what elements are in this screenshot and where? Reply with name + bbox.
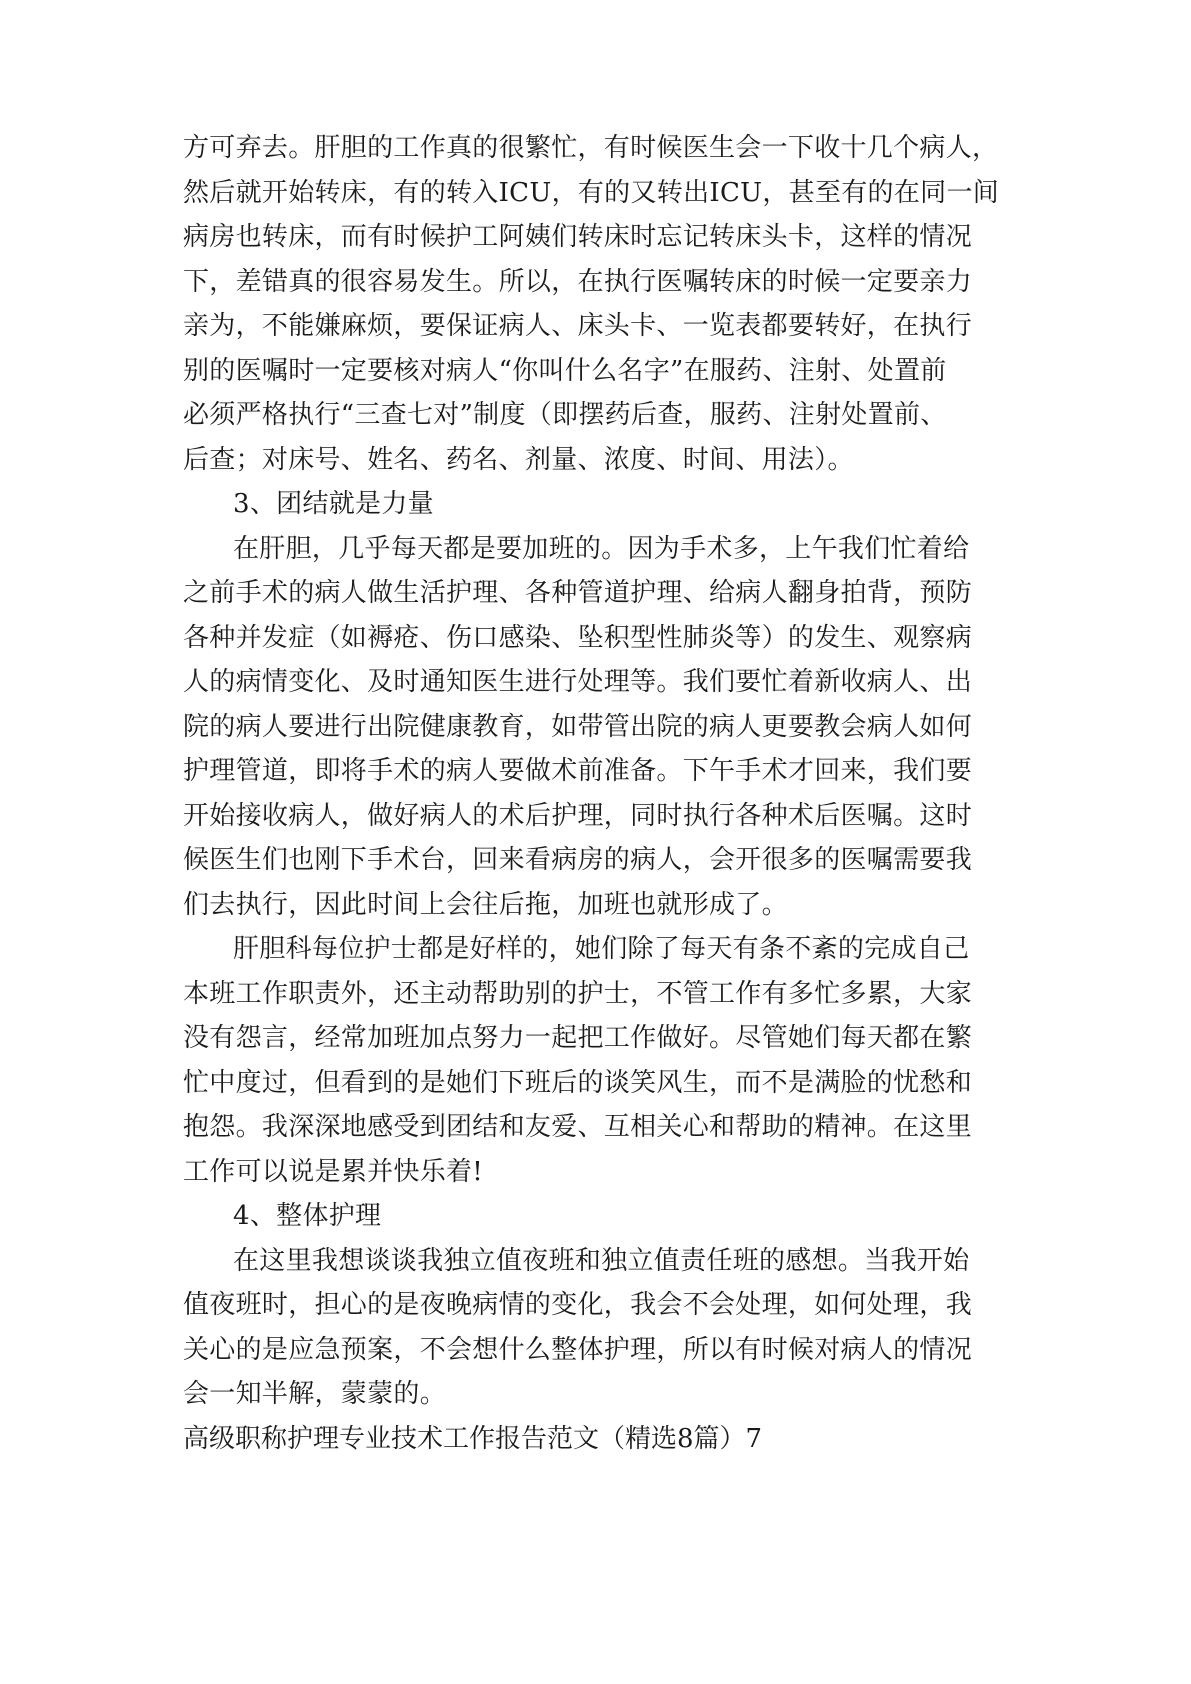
text-line: 候医生们也刚下手术台，回来看病房的病人，会开很多的医嘱需要我	[183, 845, 973, 875]
text-line: 病房也转床，而有时候护工阿姨们转床时忘记转床头卡，这样的情况	[183, 222, 973, 252]
text-line: 开始接收病人，做好病人的术后护理，同时执行各种术后医嘱。这时	[183, 800, 973, 831]
text-line: 护理管道，即将手术的病人要做术前准备。下午手术才回来，我们要	[183, 756, 973, 786]
text-line: 没有怨言，经常加班加点努力一起把工作做好。尽管她们每天都在繁	[183, 1023, 973, 1053]
paragraph-first-line: 肝胆科每位护士都是好样的，她们除了每天有条不紊的完成自己	[233, 934, 970, 964]
text-line: 院的病人要进行出院健康教育，如带管出院的病人更要教会病人如何	[183, 711, 973, 742]
text-line: 各种并发症（如褥疮、伤口感染、坠积型性肺炎等）的发生、观察病	[183, 622, 973, 653]
paragraph-first-line: 在这里我想谈谈我独立值夜班和独立值责任班的感想。当我开始	[233, 1245, 970, 1276]
section-heading: 3、团结就是力量	[233, 489, 434, 519]
text-line: 关心的是应急预案，不会想什么整体护理，所以有时候对病人的情况	[183, 1334, 973, 1365]
text-line: 工作可以说是累并快乐着!	[183, 1156, 484, 1187]
paragraph-first-line: 在肝胆，几乎每天都是要加班的。因为手术多，上午我们忙着给	[233, 533, 970, 564]
text-line: 别的医嘱时一定要核对病人“你叫什么名字”在服药、注射、处置前	[183, 355, 947, 386]
text-line: 之前手术的病人做生活护理、各种管道护理、给病人翻身拍背，预防	[183, 578, 973, 608]
text-line: 值夜班时，担心的是夜晚病情的变化，我会不会处理，如何处理，我	[183, 1290, 973, 1320]
text-line: 方可弃去。肝胆的工作真的很繁忙，有时候医生会一下收十几个病人，	[183, 133, 999, 163]
text-line: 亲为，不能嫌麻烦，要保证病人、床头卡、一览表都要转好，在执行	[183, 311, 973, 341]
text-line: 会一知半解，蒙蒙的。	[183, 1379, 447, 1409]
text-line: 本班工作职责外，还主动帮助别的护士，不管工作有多忙多累，大家	[183, 978, 973, 1009]
section-heading: 4、整体护理	[233, 1201, 382, 1231]
text-line: 人的病情变化、及时通知医生进行处理等。我们要忙着新收病人、出	[183, 667, 973, 697]
text-line: 后查；对床号、姓名、药名、剂量、浓度、时间、用法）。	[183, 444, 854, 475]
text-line: 必须严格执行“三查七对”制度（即摆药后查，服药、注射处置前、	[183, 400, 947, 430]
text-line: 忙中度过，但看到的是她们下班后的谈笑风生，而不是满脸的忧愁和	[183, 1067, 973, 1098]
text-line: 然后就开始转床，有的转入ICU，有的又转出ICU，甚至有的在同一间	[183, 177, 1000, 208]
text-line: 们去执行，因此时间上会往后拖，加班也就形成了。	[183, 889, 788, 920]
text-line: 下，差错真的很容易发生。所以，在执行医嘱转床的时候一定要亲力	[183, 266, 973, 297]
text-line: 抱怨。我深深地感受到团结和友爱、互相关心和帮助的精神。在这里	[183, 1112, 973, 1142]
article-title: 高级职称护理专业技术工作报告范文（精选8篇）7	[183, 1423, 763, 1454]
document-body	[183, 126, 1015, 1461]
